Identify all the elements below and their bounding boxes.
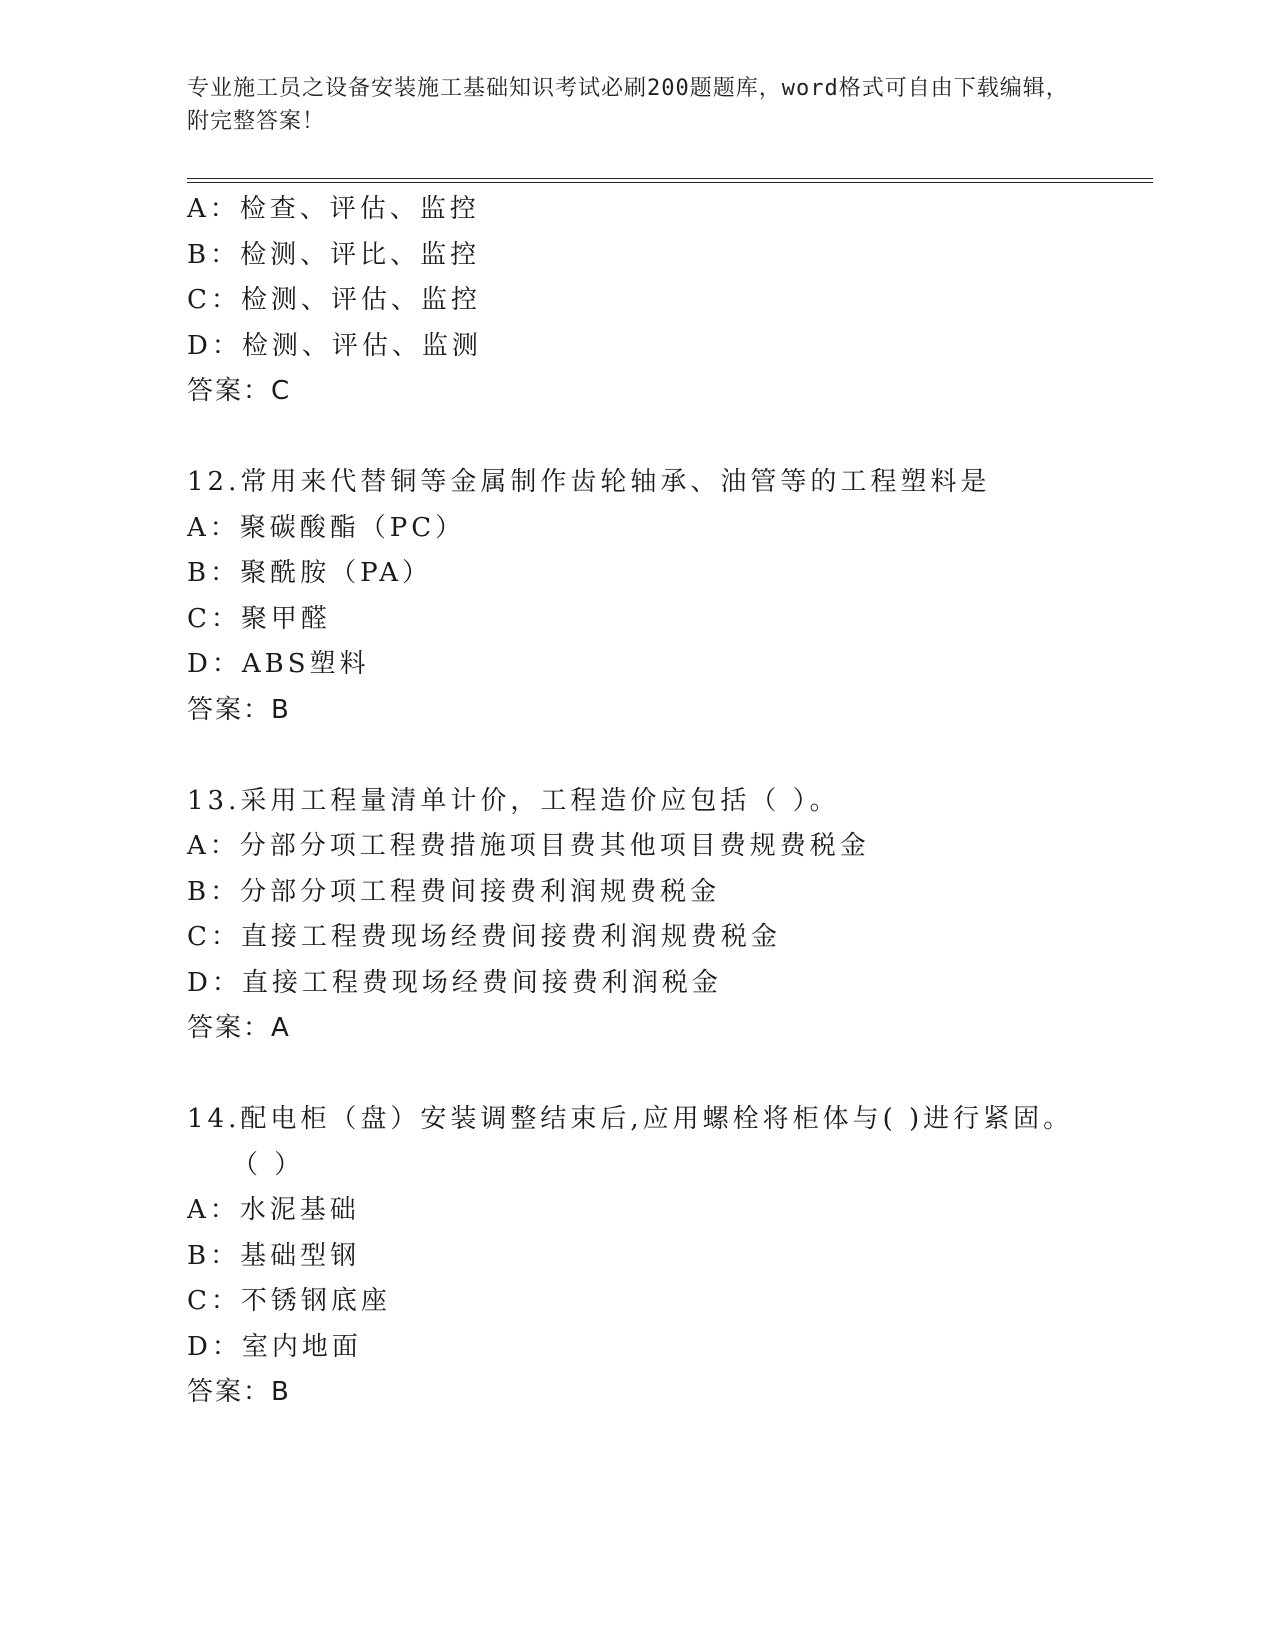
answer-line: 答案：A: [187, 1013, 291, 1043]
option-b: B：聚酰胺（PA）: [187, 558, 432, 588]
option-b: B：检测、评比、监控: [187, 239, 481, 270]
option-a: A：聚碳酸酯（PC）: [187, 512, 466, 543]
spacer: [187, 733, 1147, 779]
option-d: D：ABS塑料: [187, 649, 370, 679]
answer-line: 答案：B: [187, 694, 291, 725]
question-13: [187, 779, 1147, 1052]
option-a: A：分部分项工程费措施项目费其他项目费规费税金: [187, 831, 870, 861]
document-header: 专业施工员之设备安装施工基础知识考试必刷200题题库，word格式可自由下载编辑，附完整答案！: [187, 76, 1069, 134]
option-c: C：直接工程费现场经费间接费利润规费税金: [187, 922, 781, 952]
question-14: [187, 1097, 1147, 1416]
option-a: A：水泥基础: [187, 1195, 360, 1225]
option-b: B：基础型钢: [187, 1240, 361, 1271]
spacer: [187, 1052, 1147, 1098]
question-12: [187, 460, 1147, 733]
option-b: B：分部分项工程费间接费利润规费税金: [187, 876, 721, 907]
answer-line: 答案：C: [187, 376, 292, 406]
option-c: C：聚甲醛: [187, 603, 331, 634]
option-d: D：室内地面: [187, 1331, 362, 1362]
question-stem: 14.配电柜（盘）安装调整结束后,应用螺栓将柜体与( )进行紧固。（ ）: [187, 1104, 1074, 1180]
header-divider: [187, 178, 1153, 183]
option-d: D：检测、评估、监测: [187, 330, 482, 361]
answer-line: 答案：B: [187, 1377, 291, 1407]
option-c: C：不锈钢底座: [187, 1286, 391, 1316]
question-stem: 12.常用来代替铜等金属制作齿轮轴承、油管等的工程塑料是: [187, 467, 991, 497]
question-list: [187, 187, 1147, 1416]
option-a: A：检查、评估、监控: [187, 194, 480, 224]
question-stem: 13.采用工程量清单计价，工程造价应包括（ ）。: [187, 785, 840, 816]
question-11: [187, 187, 1147, 415]
option-c: C：检测、评估、监控: [187, 285, 481, 315]
spacer: [187, 415, 1147, 461]
option-d: D：直接工程费现场经费间接费利润税金: [187, 967, 722, 998]
